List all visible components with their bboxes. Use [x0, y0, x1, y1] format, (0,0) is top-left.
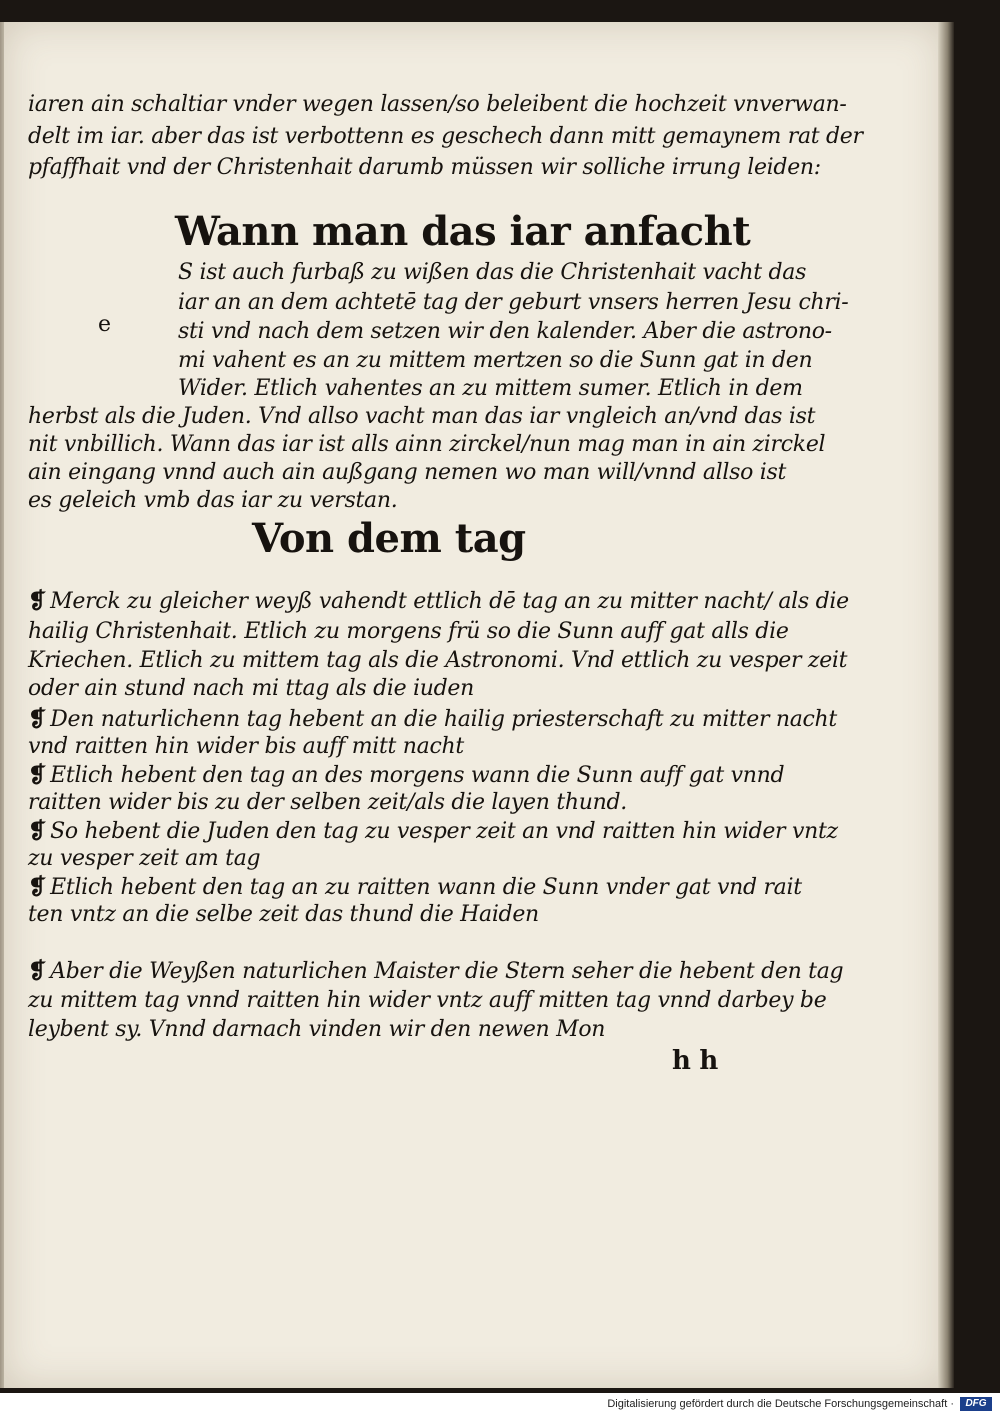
- text-line: oder ain stund nach mi ttag als die iuden: [28, 676, 474, 701]
- text-line: raitten wider bis zu der selben zeit/als die layen thund.: [28, 790, 627, 815]
- text-line: Kriechen. Etlich zu mittem tag als die Astronomi. Vnd ettlich zu vesper zeit: [28, 648, 848, 673]
- text-line: herbst als die Juden. Vnd allso vacht man das iar vngleich an/vnd das ist: [28, 404, 816, 429]
- text-line: ❡ Etlich hebent den tag an zu raitten wann die Sunn vnder gat vnd rait: [28, 874, 802, 900]
- footer-credit: Digitalisierung gefördert durch die Deutsche Forschungsgemeinschaft ·: [607, 1398, 954, 1410]
- text-line: ❡ Etlich hebent den tag an des morgens wann die Sunn auff gat vnnd: [28, 762, 785, 788]
- text-line: ❡ Merck zu gleicher weyß vahendt ettlich dē tag an zu mitter nacht/ als die: [28, 588, 849, 614]
- text-line: hailig Christenhait. Etlich zu morgens frü so die Sunn auff gat alls die: [28, 619, 789, 644]
- text-line: delt im iar. aber das ist verbottenn es geschech dann mitt gemaynem rat der: [28, 124, 863, 149]
- text-line: sti vnd nach dem setzen wir den kalender. Aber die astrono-: [178, 319, 832, 344]
- text-line: pfaffhait vnd der Christenhait darumb müssen wir solliche irrung leiden:: [28, 155, 821, 180]
- signature-mark: h h: [672, 1046, 718, 1076]
- text-line: mi vahent es an zu mittem mertzen so die Sunn gat in den: [178, 348, 813, 373]
- text-line: ❡ Aber die Weyßen naturlichen Maister die Stern seher die hebent den tag: [28, 958, 844, 984]
- paragraph-mark: ❡: [28, 588, 47, 614]
- section-heading: Wann man das iar anfacht: [175, 208, 751, 255]
- paragraph-mark: ❡: [28, 958, 47, 984]
- text-line: S ist auch furbaß zu wißen das die Christenhait vacht das: [178, 260, 807, 285]
- text-line: iaren ain schaltiar vnder wegen lassen/so beleibent die hochzeit vnverwan-: [28, 92, 847, 117]
- paragraph-mark: ❡: [28, 762, 47, 788]
- paragraph-mark: ❡: [28, 706, 47, 732]
- dfg-logo: DFG: [960, 1397, 992, 1411]
- text-line: ❡ So hebent die Juden den tag zu vesper zeit an vnd raitten hin wider vntz: [28, 818, 838, 844]
- text-line: nit vnbillich. Wann das iar ist alls ainn zirckel/nun mag man in ain zirckel: [28, 432, 826, 457]
- paragraph-mark: ❡: [28, 874, 47, 900]
- text-line: es geleich vmb das iar zu verstan.: [28, 488, 398, 513]
- text-line: leybent sy. Vnnd darnach vinden wir den newen Mon: [28, 1017, 606, 1042]
- page-right-edge: [938, 22, 954, 1388]
- text-line: vnd raitten hin wider bis auff mitt nacht: [28, 734, 464, 759]
- text-line: zu mittem tag vnnd raitten hin wider vntz auff mitten tag vnnd darbey be: [28, 988, 827, 1013]
- text-line: ain eingang vnnd auch ain außgang nemen wo man will/vnnd allso ist: [28, 460, 787, 485]
- text-line: ❡ Den naturlichenn tag hebent an die hailig priesterschaft zu mitter nacht: [28, 706, 837, 732]
- text-line: zu vesper zeit am tag: [28, 846, 261, 871]
- text-line: Wider. Etlich vahentes an zu mittem sumer. Etlich in dem: [178, 376, 803, 401]
- text-line: iar an an dem achtetē tag der geburt vnsers herren Jesu chri-: [178, 290, 849, 315]
- paragraph-mark: ❡: [28, 818, 47, 844]
- text-line: ten vntz an die selbe zeit das thund die Haiden: [28, 902, 539, 927]
- section-heading: Von dem tag: [252, 515, 526, 562]
- margin-note: e: [98, 312, 111, 337]
